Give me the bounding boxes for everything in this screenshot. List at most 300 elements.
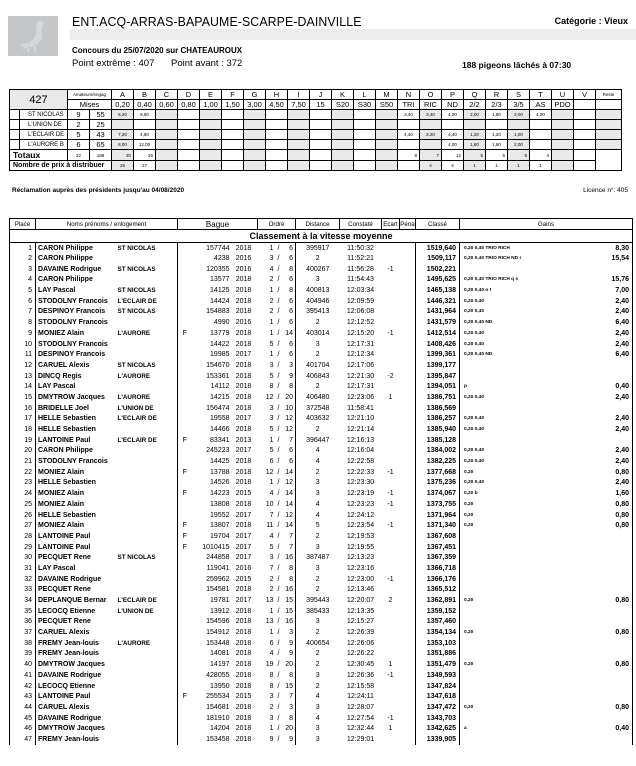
row-gain-detail: 0,20 (464, 469, 474, 475)
club-value (552, 120, 574, 130)
row-bague: 13788 (210, 468, 230, 476)
row-place: 37 (10, 627, 36, 638)
table-row (10, 285, 633, 296)
row-ecart: -1 (387, 714, 394, 722)
table-row (10, 542, 633, 553)
row-ecart (382, 275, 400, 286)
row-name: HELLE Sebastien (36, 478, 118, 489)
totaux-label: Totaux (10, 150, 68, 161)
row-club: ST NICOLAS (117, 361, 156, 369)
club-value (156, 140, 178, 150)
col-letter: P (442, 90, 464, 100)
row-name: DAVAINE Rodrigue (36, 574, 118, 585)
row-ecart (382, 531, 400, 542)
row-bague: 14422 (210, 340, 230, 348)
row-ordre-sep: / (277, 479, 280, 487)
row-club (118, 349, 178, 360)
row-year: 2018 (235, 629, 252, 637)
row-place: 25 (10, 499, 36, 510)
row-ordre-total: 6 (289, 276, 293, 284)
row-bague: 154883 (206, 308, 230, 316)
row-pena (400, 552, 416, 563)
row-pena (400, 617, 416, 628)
row-gain-detail (460, 585, 593, 596)
row-ordre-sep: / (277, 255, 280, 263)
club-value: 5,20 (112, 110, 134, 120)
totaux-value (156, 150, 178, 161)
row-gain: 2,40 (593, 392, 633, 403)
row-place: 1 (10, 243, 36, 254)
row-distance: 5 (296, 520, 340, 531)
row-pena (400, 424, 416, 435)
row-ordre-total: 12 (285, 479, 293, 487)
row-year: 2018 (235, 500, 252, 508)
prix-value (398, 161, 420, 171)
row-flag (178, 456, 192, 467)
club-value (398, 120, 420, 130)
row-classe: 1385,940 (416, 424, 460, 435)
row-ordre: 2 (269, 276, 274, 284)
row-distance: 3 (296, 542, 340, 553)
row-year: 2017 (235, 511, 252, 519)
row-flag (178, 275, 192, 286)
club-reste (596, 120, 622, 130)
table-row (10, 307, 633, 318)
row-ordre: 5 (269, 543, 274, 551)
row-year: 2018 (235, 639, 252, 647)
row-distance: 3 (296, 563, 340, 574)
row-club (118, 542, 178, 553)
row-flag: F (178, 691, 192, 702)
table-row (10, 414, 633, 425)
row-club: L'ECLAIR DE (117, 436, 157, 444)
row-constate: 12:24:11 (347, 693, 374, 701)
club-value (112, 120, 134, 130)
row-pena (400, 371, 416, 382)
row-gain (593, 734, 633, 745)
point-extreme: Point extrême : 407 (72, 58, 155, 69)
row-constate: 12:23:54 (346, 522, 375, 530)
row-pena (400, 328, 416, 339)
row-ordre: 3 (269, 404, 274, 412)
row-place: 35 (10, 606, 36, 617)
totaux-value: 4 (530, 150, 552, 161)
licence-number: Licence n°: 405 (583, 187, 628, 194)
club-spacer (10, 110, 20, 120)
row-gain (593, 617, 633, 628)
row-place: 11 (10, 349, 36, 360)
row-bague: 19704 (210, 532, 230, 540)
prix-value (574, 161, 596, 171)
row-flag (178, 349, 192, 360)
row-distance: 2 (296, 381, 340, 392)
club-value: 4,80 (134, 130, 156, 140)
row-distance: 395443 (296, 595, 340, 606)
club-value (420, 120, 442, 130)
row-constate: 12:27:54 (346, 714, 375, 722)
row-distance: 3 (296, 339, 340, 350)
row-ordre-total: 6 (289, 340, 293, 348)
row-place: 22 (10, 467, 36, 478)
col-mise: 3,00 (244, 100, 266, 110)
row-year: 2017 (235, 447, 252, 455)
row-pena (400, 307, 416, 318)
row-ordre: 9 (269, 735, 274, 743)
row-ordre-sep: / (277, 319, 280, 327)
row-ordre: 8 (269, 682, 274, 690)
club-engages: 55 (90, 110, 112, 120)
row-pena (400, 446, 416, 457)
club-value (376, 110, 398, 120)
row-ecart: 2 (388, 597, 393, 605)
row-ordre: 1 (269, 629, 274, 637)
row-ordre-sep: / (277, 607, 280, 615)
row-year: 2016 (235, 319, 252, 327)
row-place: 36 (10, 617, 36, 628)
row-ordre: 1 (269, 725, 274, 733)
row-constate: 12:23:30 (346, 479, 375, 487)
row-ordre-sep: / (277, 511, 280, 519)
row-club (118, 478, 178, 489)
col-letter: S (508, 90, 530, 100)
row-classe: 1386,569 (416, 403, 460, 414)
row-pena (400, 435, 416, 446)
row-ordre-total: 14 (285, 329, 293, 337)
row-gain: 8,30 (593, 243, 633, 254)
totaux-value (332, 150, 354, 161)
row-constate: 12:30:45 (346, 661, 375, 669)
row-year: 2018 (235, 361, 252, 369)
row-bague: 83341 (210, 436, 230, 444)
row-ordre-sep: / (277, 500, 280, 508)
club-value (354, 110, 376, 120)
row-club (118, 446, 178, 457)
table-row (10, 253, 633, 264)
row-club (118, 467, 178, 478)
row-distance: 2 (296, 424, 340, 435)
row-place: 43 (10, 691, 36, 702)
row-place: 6 (10, 296, 36, 307)
row-classe: 1408,426 (416, 339, 460, 350)
club-value (376, 130, 398, 140)
row-ecart: -1 (387, 522, 394, 530)
row-distance: 396447 (296, 435, 340, 446)
row-pena (400, 681, 416, 692)
row-ordre: 8 (269, 671, 274, 679)
row-bague: 14425 (210, 458, 230, 466)
row-name: DAVAINE Rodrigue (36, 670, 118, 681)
row-ordre: 6 (269, 639, 274, 647)
col-mise: 0,80 (178, 100, 200, 110)
row-constate: 12:22:33 (346, 468, 375, 476)
row-year: 2017 (235, 351, 252, 359)
club-value (222, 130, 244, 140)
row-club (118, 520, 178, 531)
row-year: 2018 (235, 276, 252, 284)
row-pena (400, 467, 416, 478)
table-row (10, 392, 633, 403)
row-club (118, 734, 178, 745)
row-pena (400, 713, 416, 724)
row-gain (593, 531, 633, 542)
row-distance: 385433 (296, 606, 340, 617)
row-gain-detail: 0,20 0,40 TRIO RICH q s (464, 277, 519, 283)
table-row (10, 702, 633, 713)
row-gain-detail (460, 435, 593, 446)
prix-value (376, 161, 398, 171)
row-classe: 1371,340 (416, 520, 460, 531)
prix-value (178, 161, 200, 171)
row-place: 41 (10, 670, 36, 681)
row-bague: 120355 (206, 265, 230, 273)
row-gain (593, 649, 633, 660)
row-distance: 4 (296, 499, 340, 510)
club-value (244, 110, 266, 120)
row-constate: 12:12:52 (346, 319, 375, 327)
col-letter: D (178, 90, 200, 100)
club-value (244, 140, 266, 150)
totaux-amateurs: 22 (68, 150, 90, 161)
table-row (10, 349, 633, 360)
row-ordre: 2 (269, 308, 274, 316)
club-value: 4,00 (530, 110, 552, 120)
row-bague: 13912 (210, 607, 230, 615)
row-ordre-sep: / (277, 447, 280, 455)
row-flag: F (178, 531, 192, 542)
row-ordre: 1 (269, 319, 274, 327)
row-year: 2017 (235, 597, 252, 605)
row-gain-detail: 0,20 (464, 501, 474, 507)
row-ordre-sep: / (277, 586, 280, 594)
row-ecart (382, 552, 400, 563)
table-row (10, 574, 633, 585)
col-distance: Distance (296, 219, 340, 230)
row-bague: 14223 (210, 490, 230, 498)
row-flag (178, 510, 192, 521)
row-distance: 404946 (296, 296, 340, 307)
club-value (310, 140, 332, 150)
results-table (9, 218, 633, 745)
row-constate: 12:32:44 (346, 725, 375, 733)
row-pena (400, 349, 416, 360)
row-constate: 12:21:30 (346, 372, 375, 380)
totaux-value (310, 150, 332, 161)
row-distance: 2 (296, 531, 340, 542)
row-ordre-total: 6 (289, 308, 293, 316)
row-bague: 14526 (210, 479, 230, 487)
row-ordre: 4 (269, 532, 274, 540)
row-gain-detail: 0,20 0,40 (464, 480, 485, 486)
row-place: 4 (10, 275, 36, 286)
row-gain: 2,40 (593, 456, 633, 467)
table-row (10, 606, 633, 617)
row-ecart (382, 563, 400, 574)
col-mise: 3/5 (508, 100, 530, 110)
row-name: BRIDELLE Joel (36, 403, 118, 414)
row-year: 2018 (235, 404, 252, 412)
row-gain: 2,40 (593, 478, 633, 489)
row-pena (400, 403, 416, 414)
row-place: 8 (10, 317, 36, 328)
club-value: 3,40 (420, 110, 442, 120)
totaux-value: 5 (464, 150, 486, 161)
row-classe: 1502,221 (416, 264, 460, 275)
row-classe: 1362,891 (416, 595, 460, 606)
row-club: ST NICOLAS (117, 287, 156, 295)
club-value (376, 140, 398, 150)
row-distance: 400654 (296, 638, 340, 649)
row-distance: 3 (296, 478, 340, 489)
row-ecart (382, 456, 400, 467)
totaux-engages: 188 (90, 150, 112, 161)
table-row (10, 317, 633, 328)
row-ecart (382, 253, 400, 264)
row-ordre: 5 (269, 340, 274, 348)
row-ordre-total: 16 (285, 554, 293, 562)
row-bague: 255534 (206, 693, 230, 701)
row-ordre-sep: / (277, 532, 280, 540)
club-value (244, 130, 266, 140)
row-ordre-sep: / (277, 682, 280, 690)
row-gain: 2,40 (593, 414, 633, 425)
row-club (118, 649, 178, 660)
row-gain (593, 435, 633, 446)
club-value (178, 120, 200, 130)
table-row (10, 723, 633, 734)
row-gain: 2,40 (593, 424, 633, 435)
row-ecart: 1 (388, 725, 393, 733)
col-mise: 15 (310, 100, 332, 110)
row-ecart: -1 (387, 500, 394, 508)
row-club (118, 627, 178, 638)
row-flag (178, 253, 192, 264)
row-club (118, 563, 178, 574)
row-constate: 12:28:07 (346, 703, 375, 711)
col-noms: Noms prénoms / enlogement (36, 219, 178, 230)
row-gain: 0,80 (593, 510, 633, 521)
row-bague: 154581 (206, 586, 230, 594)
row-ordre: 3 (269, 693, 274, 701)
club-engages: 43 (90, 130, 112, 140)
row-gain: 2,40 (593, 328, 633, 339)
club-value (200, 120, 222, 130)
row-classe: 1343,703 (416, 713, 460, 724)
club-value (288, 130, 310, 140)
row-pena (400, 243, 416, 254)
row-name: FREMY Jean-louis (36, 649, 118, 660)
row-distance: 387487 (296, 552, 340, 563)
row-classe: 1374,067 (416, 488, 460, 499)
club-value (332, 120, 354, 130)
row-constate: 12:23:16 (346, 564, 375, 572)
row-classe: 1342,625 (416, 723, 460, 734)
club-value: 4,00 (442, 110, 464, 120)
row-name: DINCQ Regis (36, 371, 118, 382)
row-place: 47 (10, 734, 36, 745)
row-gain: 2,40 (593, 307, 633, 318)
row-pena (400, 264, 416, 275)
row-place: 21 (10, 456, 36, 467)
row-ordre-total: 16 (285, 586, 293, 594)
row-gain: 0,80 (593, 467, 633, 478)
club-value (266, 110, 288, 120)
prix-value: 26 (112, 161, 134, 171)
club-value: 3,20 (420, 130, 442, 140)
row-place: 20 (10, 446, 36, 457)
row-place: 12 (10, 360, 36, 371)
summary-code: 427 (10, 90, 68, 110)
row-ordre-total: 16 (285, 618, 293, 626)
row-ordre: 1 (269, 607, 274, 615)
row-gain: 0,80 (593, 520, 633, 531)
club-value (222, 110, 244, 120)
row-ordre-total: 6 (289, 458, 293, 466)
row-gain-detail: 0,20 0,40 (464, 330, 485, 336)
row-classe: 1431,579 (416, 317, 460, 328)
row-ordre-total: 14 (285, 522, 293, 530)
col-ordre: Ordre (258, 219, 296, 230)
row-gain: 2,40 (593, 339, 633, 350)
prix-value: 4 (442, 161, 464, 171)
row-ecart (382, 734, 400, 745)
row-name: LAY Pascal (36, 285, 118, 296)
row-year: 2017 (235, 554, 252, 562)
club-value: 9,60 (134, 110, 156, 120)
row-club (118, 275, 178, 286)
row-ecart (382, 435, 400, 446)
col-mise: 2/2 (464, 100, 486, 110)
row-constate: 12:23:00 (346, 575, 375, 583)
row-ordre-total: 9 (289, 639, 293, 647)
row-flag (178, 296, 192, 307)
row-ordre: 19 (265, 661, 274, 669)
row-year: 2018 (235, 329, 252, 337)
row-ordre: 8 (269, 383, 274, 391)
row-classe: 1412,514 (416, 328, 460, 339)
row-gain-detail: 0,20 0,40 (464, 459, 485, 465)
row-flag (178, 649, 192, 660)
row-ordre-total: 8 (289, 265, 293, 273)
row-ecart (382, 317, 400, 328)
row-constate: 12:16:13 (346, 436, 375, 444)
col-letter: U (552, 90, 574, 100)
row-gain-detail: 0,20 0,40 ND (464, 352, 493, 358)
row-gain (593, 563, 633, 574)
prix-value (222, 161, 244, 171)
row-gain-detail (460, 360, 593, 371)
club-value (332, 110, 354, 120)
row-gain: 0,80 (593, 595, 633, 606)
row-ordre: 1 (269, 436, 274, 444)
col-letter: F (222, 90, 244, 100)
row-pena (400, 531, 416, 542)
row-bague: 4990 (213, 319, 230, 327)
row-ordre: 2 (269, 586, 274, 594)
row-gain (593, 264, 633, 275)
col-gains: Gains (460, 219, 633, 230)
table-row (10, 552, 633, 563)
club-value: 1,80 (486, 110, 508, 120)
row-ordre: 3 (269, 361, 274, 369)
prix-value (332, 161, 354, 171)
row-flag (178, 285, 192, 296)
row-constate: 12:17:31 (346, 340, 375, 348)
row-constate: 12:26:36 (346, 671, 375, 679)
row-distance: 3 (296, 734, 340, 745)
row-flag: F (178, 542, 192, 553)
row-pena (400, 360, 416, 371)
table-row (10, 499, 633, 510)
